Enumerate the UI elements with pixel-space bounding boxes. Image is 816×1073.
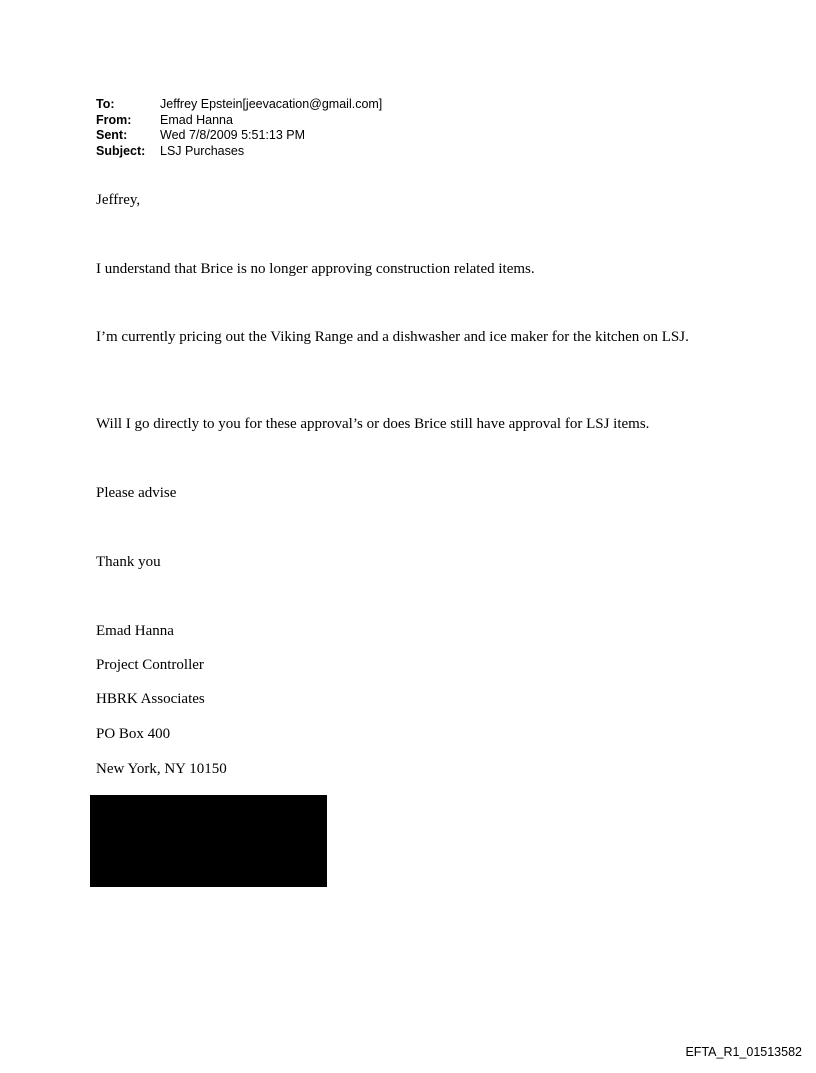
body-paragraph-4: Please advise <box>96 485 177 501</box>
header-to-row <box>96 97 382 113</box>
signature-address-line-1: PO Box 400 <box>96 726 171 742</box>
to-label: To: <box>96 97 115 111</box>
body-paragraph-1: I understand that Brice is no longer approving construction related items. <box>96 261 535 277</box>
to-value: Jeffrey Epstein[jeevacation@gmail.com] <box>160 97 383 111</box>
closing: Thank you <box>96 554 161 570</box>
signature-address-line-2: New York, NY 10150 <box>96 761 227 777</box>
redaction-block <box>90 795 327 887</box>
from-label: From: <box>96 112 132 127</box>
sent-value: Wed 7/8/2009 5:51:13 PM <box>160 128 306 142</box>
signature-name: Emad Hanna <box>96 623 174 639</box>
email-header <box>96 97 382 159</box>
greeting: Jeffrey, <box>96 192 141 208</box>
subject-value: LSJ Purchases <box>160 143 245 158</box>
header-from-row <box>96 113 382 129</box>
header-subject-row <box>96 144 382 160</box>
sent-label: Sent: <box>96 128 128 142</box>
document-id: EFTA_R1_01513582 <box>685 1045 802 1059</box>
signature-title: Project Controller <box>96 657 204 673</box>
body-paragraph-2: I’m currently pricing out the Viking Range and a dishwasher and ice maker for the kitchen on LSJ. <box>96 329 689 345</box>
subject-label: Subject: <box>96 143 146 158</box>
from-value: Emad Hanna <box>160 112 233 127</box>
header-sent-row <box>96 128 382 144</box>
body-paragraph-3: Will I go directly to you for these approval’s or does Brice still have approval for LSJ items. <box>96 416 650 432</box>
signature-company: HBRK Associates <box>96 691 205 707</box>
